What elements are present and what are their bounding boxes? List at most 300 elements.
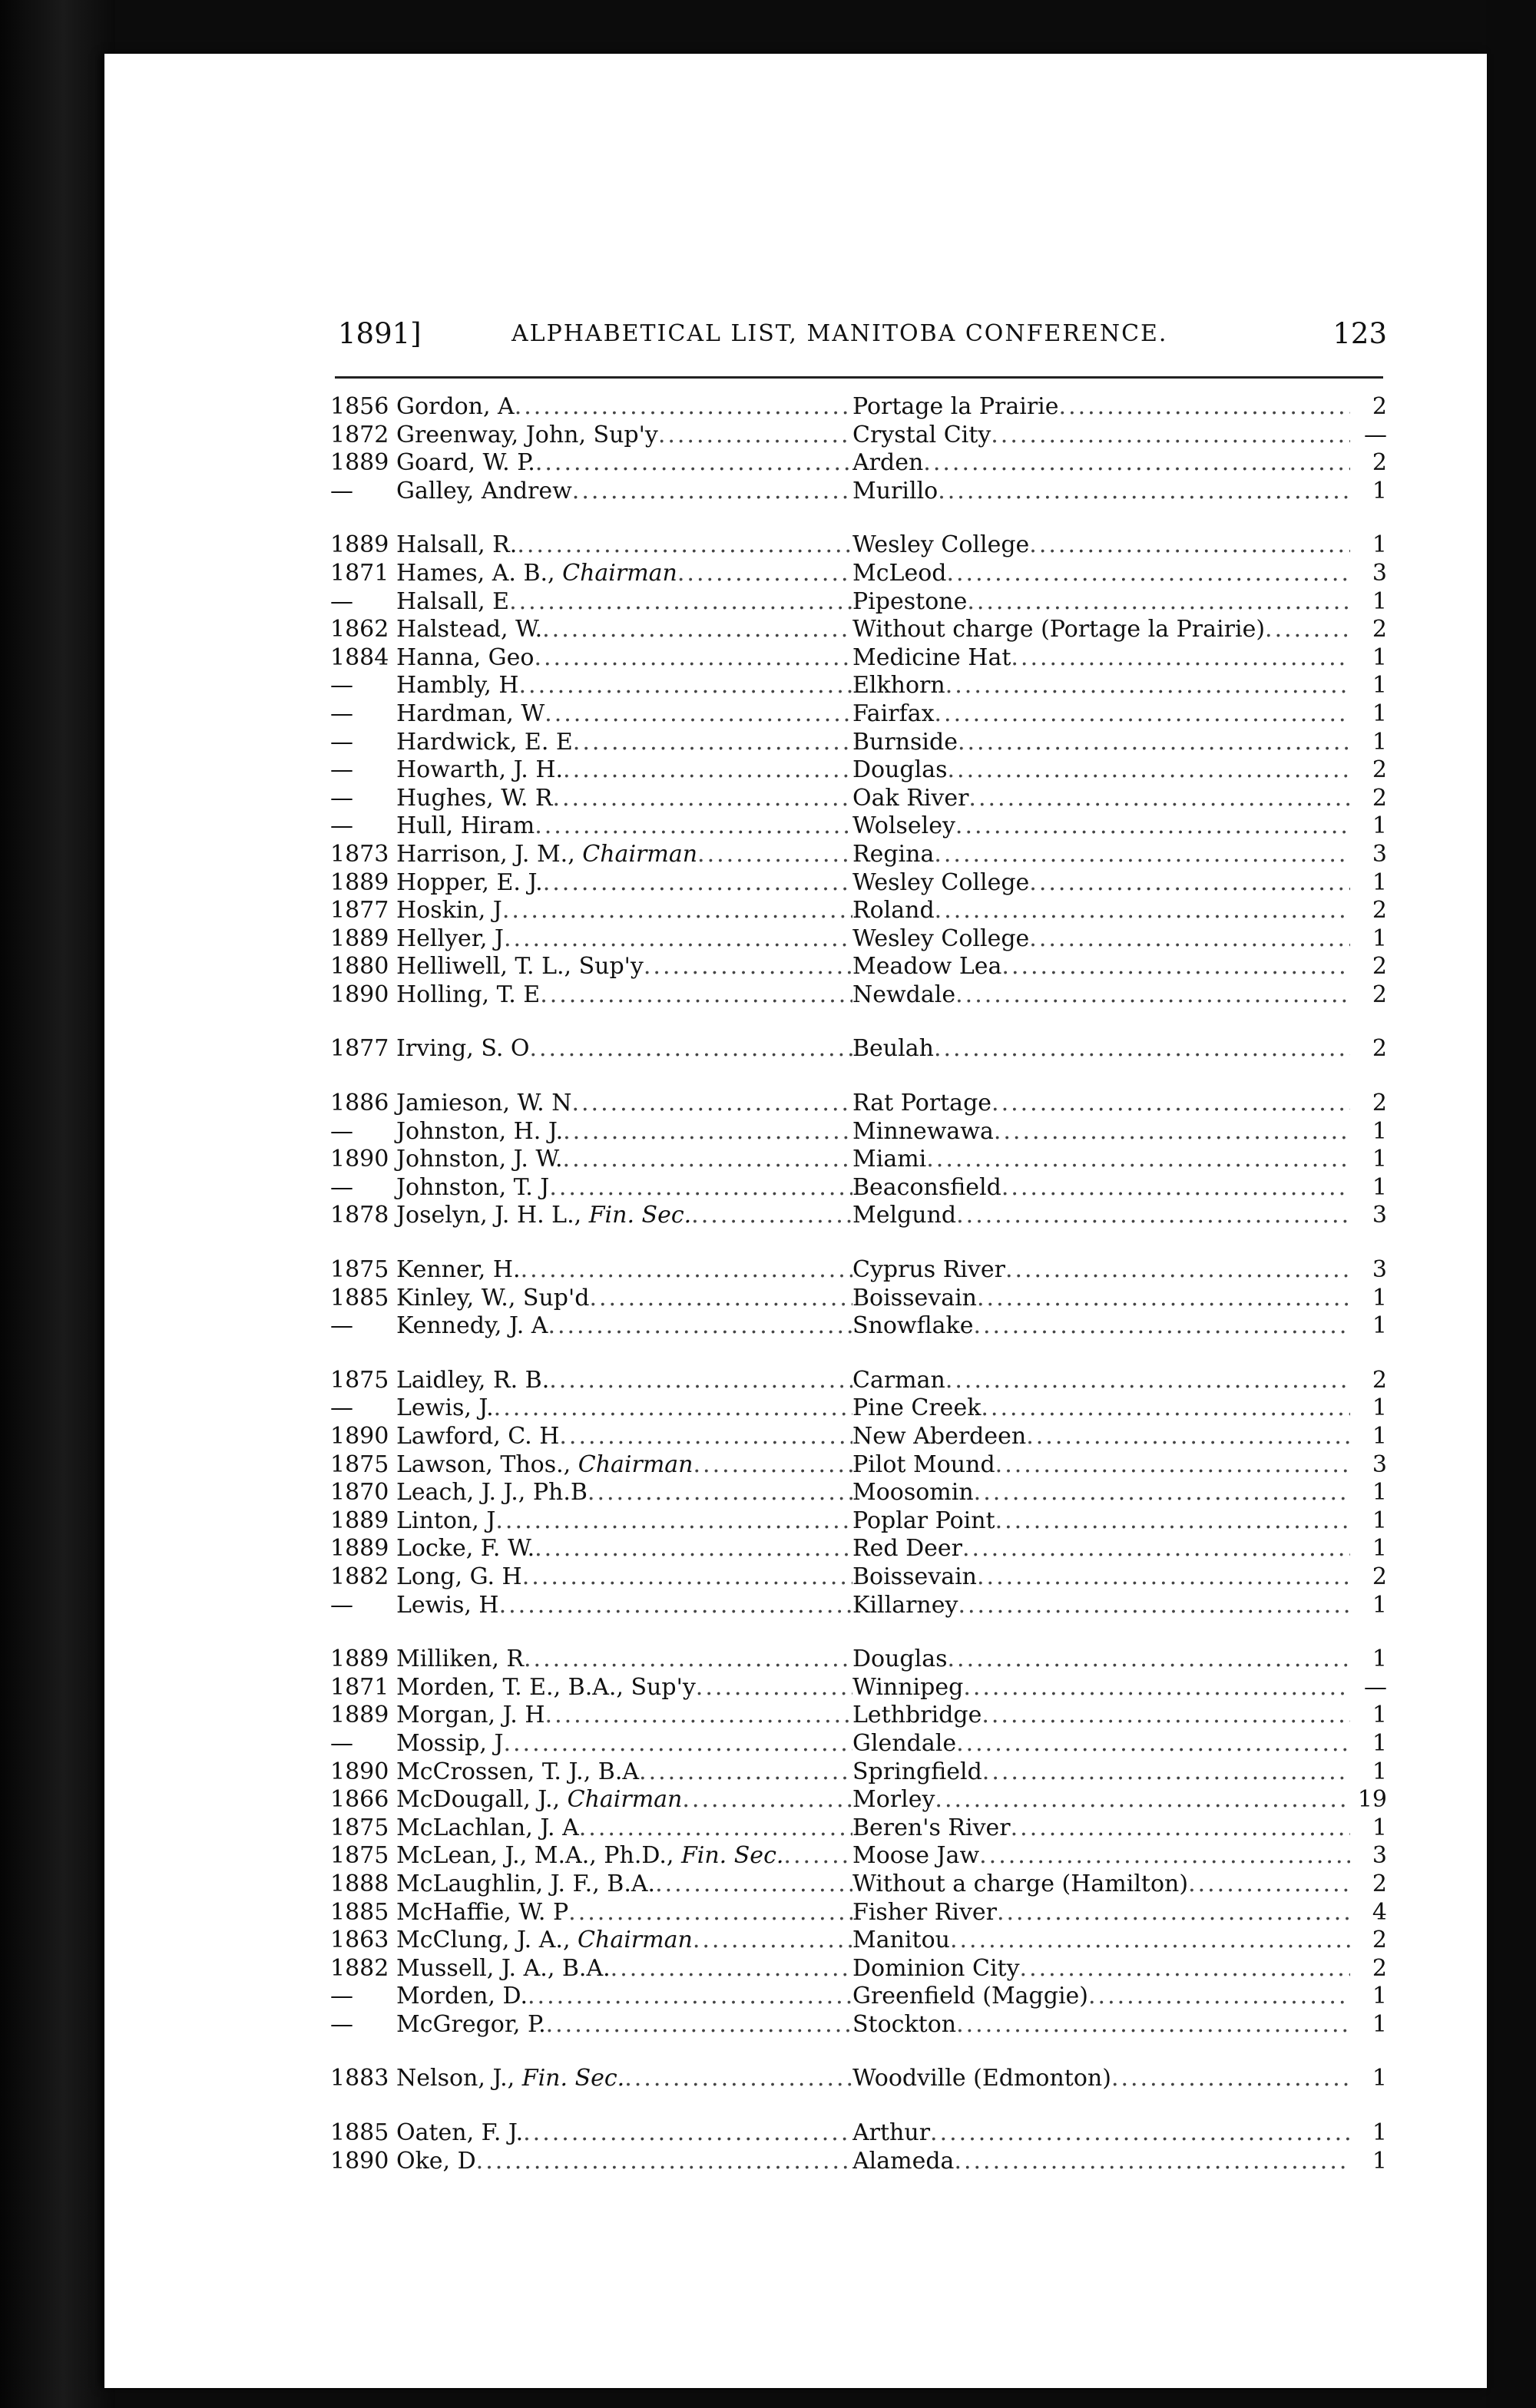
- list-item: [330, 869, 1387, 898]
- entry-years-count: 2: [1372, 1090, 1387, 1117]
- dot-leader: [955, 981, 1350, 1010]
- dot-leader: [517, 531, 852, 560]
- entry-place: Roland: [852, 897, 935, 925]
- entry-place: Poplar Point: [852, 1507, 995, 1534]
- entry-name: Kennedy, J. A: [396, 1312, 548, 1340]
- entry-name: Lewis, H: [396, 1591, 499, 1619]
- entry-place: Woodville (Edmonton): [852, 2065, 1111, 2092]
- list-item: [330, 1090, 1387, 1118]
- dot-leader: [522, 1563, 852, 1592]
- entry-years-count: 3: [1372, 559, 1387, 587]
- entry-name: Milliken, R: [396, 1646, 525, 1673]
- list-item: [330, 560, 1387, 588]
- entry-name-cell: [393, 1786, 852, 1814]
- section-o: [330, 2119, 1387, 2175]
- list-item: [330, 449, 1387, 478]
- entry-year: 1866: [330, 1786, 389, 1814]
- entry-years-count: 2: [1372, 616, 1387, 643]
- entry-place-cell: [852, 1535, 1350, 1563]
- entry-year: —: [330, 477, 353, 504]
- dot-leader: [579, 1814, 852, 1843]
- entry-year: 1875: [330, 1256, 389, 1284]
- entry-place: Beaconsfield: [852, 1173, 1001, 1201]
- dot-leader: [935, 897, 1350, 925]
- entry-place-cell: [852, 1983, 1350, 2011]
- entry-name: Morden, T. E., B.A., Sup'y: [396, 1673, 696, 1701]
- entry-place: Wesley College: [852, 925, 1030, 952]
- dot-leader: [967, 588, 1350, 617]
- entry-name-cell: [393, 756, 852, 785]
- section-l: [330, 1367, 1387, 1619]
- dot-leader: [1011, 1814, 1350, 1843]
- page-number: 123: [1332, 317, 1387, 350]
- entry-years-count: 1: [1372, 2010, 1387, 2038]
- entry-year: 1883: [330, 2065, 389, 2092]
- entry-name: Hardman, W: [396, 700, 545, 727]
- entry-place: Winnipeg: [852, 1673, 964, 1701]
- section-h: [330, 531, 1387, 1009]
- entry-years-count: 1: [1372, 672, 1387, 700]
- list-item: [330, 1674, 1387, 1702]
- entry-name-cell: [393, 1842, 852, 1871]
- dot-leader: [624, 2065, 852, 2093]
- entry-place-cell: [852, 841, 1350, 869]
- entry-name-cell: [393, 2119, 852, 2148]
- entry-place: Boissevain: [852, 1284, 977, 1312]
- entry-place: Moosomin: [852, 1479, 974, 1507]
- dot-leader: [476, 2148, 852, 2176]
- entry-name-cell: [393, 1983, 852, 2011]
- entry-years-count: 1: [1372, 868, 1387, 896]
- dot-leader: [521, 1256, 852, 1285]
- entry-year: 1871: [330, 1673, 389, 1701]
- dot-leader: [552, 785, 852, 813]
- entry-year: 1882: [330, 1563, 389, 1590]
- list-item: [330, 1451, 1387, 1480]
- entry-name-cell: [393, 1174, 852, 1202]
- entry-name-cell: [393, 1646, 852, 1674]
- dot-leader: [573, 729, 852, 757]
- entry-years-count: 1: [1372, 1758, 1387, 1785]
- list-item: [330, 1842, 1387, 1871]
- entry-name-cell: [393, 925, 852, 954]
- entry-years-count: 1: [1372, 1729, 1387, 1757]
- entry-name: Harrison, J. M.,: [396, 840, 575, 868]
- entry-years-count: 1: [1372, 531, 1387, 559]
- list-item: [330, 812, 1387, 841]
- dot-leader: [524, 1646, 852, 1674]
- entry-place: Dominion City: [852, 1954, 1020, 1982]
- dot-leader: [694, 1451, 852, 1480]
- entry-years-count: 3: [1372, 1842, 1387, 1870]
- entry-place-cell: [852, 869, 1350, 898]
- page-paper: [104, 54, 1487, 2388]
- list-item: [330, 1202, 1387, 1230]
- dot-leader: [946, 560, 1350, 588]
- dot-leader: [956, 2011, 1350, 2039]
- entry-years-count: 1: [1372, 1814, 1387, 1841]
- entry-name-cell: [393, 449, 852, 478]
- entry-year: 1878: [330, 1202, 389, 1229]
- list-item: [330, 478, 1387, 506]
- entry-name-cell: [393, 1814, 852, 1843]
- list-item: [330, 1312, 1387, 1341]
- list-item: [330, 616, 1387, 644]
- entry-place-cell: [852, 1674, 1350, 1702]
- page-content: [319, 292, 1387, 2211]
- entry-place-cell: [852, 756, 1350, 785]
- list-item: [330, 1592, 1387, 1620]
- entry-name: McLachlan, J. A: [396, 1814, 579, 1841]
- entry-year: —: [330, 1729, 353, 1757]
- entry-year: 1862: [330, 616, 389, 643]
- entry-name: Laidley, R. B.: [396, 1366, 550, 1394]
- entry-name: Irving, S. O: [396, 1035, 530, 1063]
- dot-leader: [995, 1507, 1350, 1536]
- dot-leader: [783, 1842, 852, 1871]
- entry-year: —: [330, 1312, 353, 1340]
- entry-place-cell: [852, 2119, 1350, 2148]
- entry-name: Lawford, C. H: [396, 1423, 560, 1450]
- entry-year: 1890: [330, 2147, 389, 2175]
- entry-place-cell: [852, 1451, 1350, 1480]
- dot-leader: [926, 1146, 1350, 1174]
- section-j: [330, 1090, 1387, 1230]
- entry-place: Wolseley: [852, 812, 955, 840]
- entry-name-cell: [393, 531, 852, 560]
- dot-leader: [1029, 531, 1350, 560]
- entry-place: Killarney: [852, 1591, 958, 1619]
- entry-years-count: 1: [1372, 1507, 1387, 1534]
- entry-place-cell: [852, 1367, 1350, 1395]
- entry-years-count: 2: [1372, 981, 1387, 1008]
- list-item: [330, 953, 1387, 981]
- entry-years-count: 2: [1372, 897, 1387, 925]
- entry-years-count: 3: [1372, 1450, 1387, 1478]
- dot-leader: [572, 478, 852, 506]
- entry-place-cell: [852, 2011, 1350, 2039]
- dot-leader: [545, 700, 852, 729]
- list-item: [330, 1563, 1387, 1592]
- dot-leader: [977, 1563, 1350, 1592]
- dot-leader: [535, 812, 852, 841]
- dot-leader: [535, 449, 852, 478]
- entry-name-cell: [393, 953, 852, 981]
- entry-name: McDougall, J.,: [396, 1786, 561, 1814]
- dot-leader: [1005, 1256, 1350, 1285]
- list-item: [330, 2119, 1387, 2148]
- list-item: [330, 2065, 1387, 2093]
- entry-place: Medicine Hat: [852, 643, 1011, 671]
- entry-name: Hames, A. B.,: [396, 559, 555, 587]
- entry-place-cell: [852, 1202, 1350, 1230]
- entry-place: Miami: [852, 1146, 927, 1173]
- dot-leader: [934, 1035, 1350, 1063]
- dot-leader: [934, 841, 1350, 869]
- dot-leader: [945, 672, 1350, 700]
- dot-leader: [546, 2011, 852, 2039]
- entry-years-count: 1: [1372, 1646, 1387, 1673]
- entry-place: Fisher River: [852, 1898, 997, 1926]
- entry-years-count: 1: [1372, 2065, 1387, 2092]
- entry-year: 1872: [330, 421, 389, 448]
- entry-place: Elkhorn: [852, 672, 945, 700]
- entry-name: Long, G. H: [396, 1563, 522, 1590]
- entry-place-cell: [852, 616, 1350, 644]
- dot-leader: [935, 1786, 1350, 1814]
- dot-leader: [1029, 925, 1350, 954]
- entry-place-cell: [852, 422, 1350, 450]
- list-item: [330, 841, 1387, 869]
- dot-leader: [568, 1899, 852, 1927]
- dot-leader: [644, 953, 852, 981]
- entry-name: Oke, D: [396, 2147, 476, 2175]
- entry-place-cell: [852, 1394, 1350, 1423]
- entry-year: —: [330, 672, 353, 700]
- entry-place: Pilot Mound: [852, 1450, 995, 1478]
- dot-leader: [495, 1507, 852, 1536]
- entry-place-cell: [852, 1563, 1350, 1592]
- entry-year: 1870: [330, 1479, 389, 1507]
- entry-office: Chairman: [578, 1450, 694, 1478]
- entry-year: —: [330, 587, 353, 615]
- entry-name-cell: [393, 1535, 852, 1563]
- entry-name-cell: [393, 1451, 852, 1480]
- dot-leader: [958, 1592, 1350, 1620]
- dot-leader: [682, 1786, 852, 1814]
- dot-leader: [973, 1312, 1350, 1341]
- dot-leader: [515, 393, 852, 422]
- entry-name: Hambly, H: [396, 672, 519, 700]
- entry-name: McCrossen, T. J., B.A: [396, 1758, 640, 1785]
- dot-leader: [1020, 1955, 1350, 1983]
- dot-leader: [938, 478, 1350, 506]
- section-k: [330, 1256, 1387, 1341]
- entry-year: 1889: [330, 868, 389, 896]
- entry-name-cell: [393, 1927, 852, 1955]
- entry-name: Lawson, Thos.,: [396, 1450, 571, 1478]
- entry-place: Alameda: [852, 2147, 955, 2175]
- entry-year: 1890: [330, 1423, 389, 1450]
- entry-name: Goard, W. P.: [396, 449, 535, 477]
- entry-place: Snowflake: [852, 1312, 974, 1340]
- dot-leader: [697, 841, 852, 869]
- entry-years-count: 1: [1372, 1117, 1387, 1145]
- entry-name-cell: [393, 1702, 852, 1730]
- dot-leader: [979, 1842, 1350, 1871]
- entry-years-count: 2: [1372, 1870, 1387, 1897]
- entry-name-cell: [393, 785, 852, 813]
- entry-year: —: [330, 728, 353, 756]
- dot-leader: [535, 1535, 852, 1563]
- entry-years-count: 2: [1372, 756, 1387, 784]
- dot-leader: [545, 1702, 852, 1730]
- entry-year: 1875: [330, 1814, 389, 1841]
- entry-name-cell: [393, 393, 852, 422]
- entry-name-cell: [393, 700, 852, 729]
- entry-name-cell: [393, 1730, 852, 1758]
- entry-place-cell: [852, 2065, 1350, 2093]
- entry-place: Greenfield (Maggie): [852, 1983, 1089, 2010]
- dot-leader: [503, 1730, 852, 1758]
- entry-place: Beren's River: [852, 1814, 1011, 1841]
- dot-leader: [540, 981, 852, 1010]
- entry-name: Johnston, H. J.: [396, 1117, 564, 1145]
- dot-leader: [499, 1592, 852, 1620]
- dot-leader: [948, 756, 1350, 785]
- entry-place: Pine Creek: [852, 1394, 982, 1422]
- entry-name: Nelson, J.,: [396, 2065, 515, 2092]
- dot-leader: [588, 1479, 852, 1507]
- dot-leader: [958, 729, 1350, 757]
- dot-leader: [1001, 1174, 1350, 1202]
- running-header: [319, 307, 1387, 361]
- dot-leader: [1111, 2065, 1350, 2093]
- entry-place: Cyprus River: [852, 1256, 1005, 1284]
- entry-name: Hughes, W. R: [396, 784, 553, 812]
- dot-leader: [1088, 1983, 1350, 2011]
- entry-name-cell: [393, 1563, 852, 1592]
- list-item: [330, 1394, 1387, 1423]
- entry-years-count: 1: [1372, 925, 1387, 952]
- entry-name-cell: [393, 1256, 852, 1285]
- entry-years-count: 1: [1372, 1535, 1387, 1563]
- dot-leader: [935, 700, 1350, 729]
- entry-name: Halsall, R.: [396, 531, 518, 559]
- entry-year: 1877: [330, 1035, 389, 1063]
- entry-year: 1888: [330, 1870, 389, 1897]
- list-item: [330, 729, 1387, 757]
- list-item: [330, 925, 1387, 954]
- entry-year: 1889: [330, 1535, 389, 1563]
- list-item: [330, 1507, 1387, 1536]
- entry-place-cell: [852, 1955, 1350, 1983]
- entry-place-cell: [852, 897, 1350, 925]
- entry-place: Wesley College: [852, 531, 1030, 559]
- entry-year: 1871: [330, 559, 389, 587]
- dot-leader: [504, 925, 852, 954]
- dot-leader: [1026, 1423, 1350, 1451]
- entry-name: Mossip, J: [396, 1729, 504, 1757]
- dot-leader: [948, 1646, 1350, 1674]
- entry-place-cell: [852, 1871, 1350, 1899]
- entry-name-cell: [393, 1035, 852, 1063]
- entry-year: —: [330, 784, 353, 812]
- entry-place-cell: [852, 1758, 1350, 1787]
- entry-years-count: 3: [1372, 840, 1387, 868]
- dot-leader: [611, 1955, 852, 1983]
- entry-place: New Aberdeen: [852, 1423, 1027, 1450]
- list-item: [330, 1535, 1387, 1563]
- entry-years-count: 2: [1372, 1563, 1387, 1590]
- dot-leader: [981, 1394, 1350, 1423]
- dot-leader: [923, 449, 1350, 478]
- entry-place-cell: [852, 1507, 1350, 1536]
- entry-place: Douglas: [852, 756, 948, 784]
- entry-years-count: 2: [1372, 784, 1387, 812]
- list-item: [330, 672, 1387, 700]
- entry-years-count: 1: [1372, 1173, 1387, 1201]
- entry-name-cell: [393, 1423, 852, 1451]
- entry-year: —: [330, 1591, 353, 1619]
- entry-name-cell: [393, 616, 852, 644]
- entry-year: 1856: [330, 393, 389, 420]
- entry-place: Wesley College: [852, 868, 1030, 896]
- entry-year: 1873: [330, 840, 389, 868]
- entry-name: Mussell, J. A., B.A.: [396, 1954, 611, 1982]
- entry-year: —: [330, 1983, 353, 2010]
- entry-name: Jamieson, W. N: [396, 1090, 572, 1117]
- dot-leader: [1001, 953, 1350, 981]
- entry-place: Moose Jaw: [852, 1842, 980, 1870]
- entry-name-cell: [393, 841, 852, 869]
- entry-name-cell: [393, 672, 852, 700]
- list-item: [330, 588, 1387, 617]
- entry-place: Burnside: [852, 728, 958, 756]
- dot-leader: [571, 1090, 852, 1118]
- entry-name-cell: [393, 1285, 852, 1313]
- entry-place: Murillo: [852, 477, 938, 504]
- ministers-list: [330, 393, 1387, 2201]
- list-item: [330, 2148, 1387, 2176]
- entry-years-count: 1: [1372, 1284, 1387, 1312]
- dot-leader: [639, 1758, 852, 1787]
- entry-name: Holling, T. E: [396, 981, 541, 1008]
- entry-place: Regina: [852, 840, 935, 868]
- entry-name-cell: [393, 1758, 852, 1787]
- entry-place: Manitou: [852, 1927, 950, 1954]
- entry-office: Chairman: [567, 1786, 683, 1814]
- list-item: [330, 1814, 1387, 1843]
- entry-year: 1890: [330, 1146, 389, 1173]
- entry-place-cell: [852, 449, 1350, 478]
- entry-name-cell: [393, 1899, 852, 1927]
- entry-year: 1889: [330, 531, 389, 559]
- entry-years-count: 1: [1372, 700, 1387, 727]
- dot-leader: [954, 2148, 1350, 2176]
- entry-year: 1886: [330, 1090, 389, 1117]
- entry-office: Fin. Sec.: [680, 1842, 784, 1870]
- entry-name-cell: [393, 2148, 852, 2176]
- entry-place-cell: [852, 1035, 1350, 1063]
- entry-year: —: [330, 2010, 353, 2038]
- entry-place-cell: [852, 981, 1350, 1010]
- list-item: [330, 1035, 1387, 1063]
- entry-name: McLean, J., M.A., Ph.D.,: [396, 1842, 674, 1870]
- list-item: [330, 1118, 1387, 1146]
- dot-leader: [542, 616, 852, 644]
- entry-year: 1880: [330, 953, 389, 981]
- entry-name: Leach, J. J., Ph.B: [396, 1479, 588, 1507]
- entry-place: Portage la Prairie: [852, 393, 1059, 420]
- entry-name: McClung, J. A.,: [396, 1927, 571, 1954]
- entry-year: —: [330, 756, 353, 784]
- list-item: [330, 1927, 1387, 1955]
- dot-leader: [693, 1927, 852, 1955]
- entry-name: Galley, Andrew: [396, 477, 572, 504]
- entry-office: Chairman: [582, 840, 698, 868]
- entry-years-count: 1: [1372, 2147, 1387, 2175]
- list-item: [330, 1646, 1387, 1674]
- entry-name-cell: [393, 1955, 852, 1983]
- entry-name: McLaughlin, J. F., B.A.: [396, 1870, 656, 1897]
- dot-leader: [549, 1174, 852, 1202]
- entry-place-cell: [852, 1786, 1350, 1814]
- entry-years-count: 2: [1372, 1927, 1387, 1954]
- entry-place: Without charge (Portage la Prairie): [852, 616, 1266, 643]
- section-g: [330, 393, 1387, 505]
- entry-name-cell: [393, 1090, 852, 1118]
